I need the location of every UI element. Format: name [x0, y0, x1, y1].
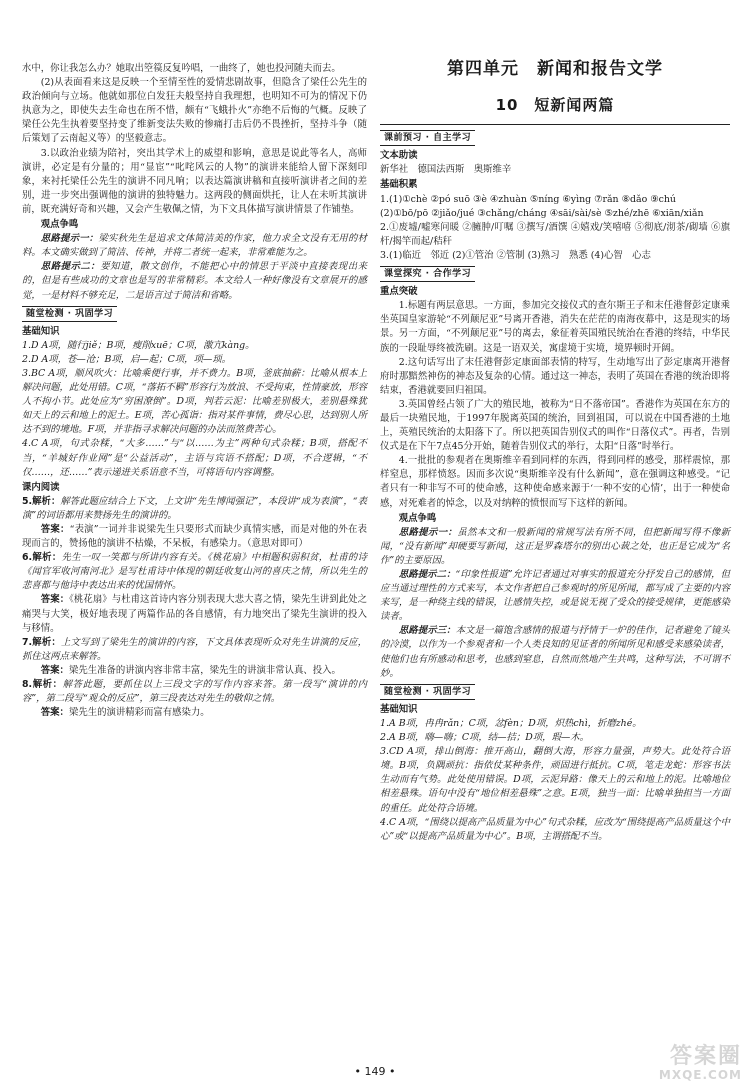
basic-accumulation-heading: 基础积累	[380, 179, 418, 191]
check-item-4: 4.C A项，“围绕以提高产品质量为中心”句式杂糅，应改为“围绕提高产品质量这个中心”或“以提高产品质量为中心”。B项，主谓搭配不当。	[380, 816, 730, 842]
reading-label-8: 答案：	[40, 707, 69, 719]
left-para-2: (2)从表面看来这是反映一个至情至性的爱情悲剧故事，但隐含了梁任公先生的政治倾向与立场。他就如那位白发狂夫般坚持自我理想，也明知不可为的情况下仍执意为之，即使失去生命也在所不惜，颇有“飞蛾扑火”亦绝不后悔的气概。反映了梁任公先生执着要坚持变了维新变法失败的惨痛打击后仍不畏挫折，坚持斗争（随后策划了云南起义等）的坚毅意志。	[22, 77, 367, 145]
hint2-label: 思路提示二：	[40, 261, 101, 273]
key-breakthrough-heading: 重点突破	[380, 286, 418, 298]
key-item-3: 3.英国曾经占领了广大的殖民地，被称为“日不落帝国”。香港作为英国在东方的最后一块殖民地，于1997年脱离英国的统治，回到祖国，可以说在中国香港的土地上，英殖民统治的太阳落下了。所以把英国告别仪式的叫作“日落仪式”。再者，告别仪式是在下午7点45分开始，随着告别仪式的举行，太阳“日落”时举行。	[380, 398, 730, 453]
inclass-reading-heading: 课内阅读	[22, 481, 60, 493]
left-column	[22, 62, 367, 720]
right-hint3-text: 本文是一篇饱含感情的报道与抒情于一炉的佳作，记者避免了镜头的冷漠，以作为一个参观者和一个人类良知的见证者的所闻所见和感受来感染读者，使他们也有所感动和思考，也感到窒息，自然而然地产生共鸣，这种写法，不可谓不妙。	[380, 625, 730, 679]
left-para-1: 水中，你让我怎么办？她取出箜篌反复吟唱，一曲终了，她也投河随夫而去。	[22, 63, 341, 74]
check-item-2: 2.A B项，嗨—嗨；C项，结—拮；D项，瑕—木。	[380, 732, 590, 744]
hint1-text: 梁实秋先生是追求文体简洁美的作家，他力求全文没有无用的材料。本文确实做到了简洁、传神，并将二者统一起来，非常难能为之。	[22, 233, 367, 259]
basic-item-4: 4.C A项，句式杂糅，“大多……”与“以……为主”两种句式杂糅；B项，搭配不当，“羊城好作业网”是“公益活动”，主语与宾语不搭配；D项，不合逻辑，“不仅……，还……”表示递进关系语意不当，可将语句内容调整。	[22, 438, 367, 478]
reading-label-3: 6.解析：	[22, 552, 62, 564]
title-divider	[380, 124, 730, 125]
right-hint1-text: 虽然本文和一般新闻的常规写法有所不同，但把新闻写得不像新闻，“没有新闻”却硬要写新闻，这正是罗森塔尔的别出心裁之处，也正是它成为“名作”的主要原因。	[380, 526, 730, 566]
reading-text-7: 解答此题，要抓住以上三段文字的写作内容来答。第一段写“演讲的内容”，第二段写“观众的反应”，第三段表达对先生的敬仰之情。	[22, 679, 367, 705]
left-para-3: 3.以政治业绩为陪衬，突出其学术上的威望和影响，意思是说此等名人，高师演讲，必定是有分量的；用“显宦”“叱咤风云的人物”的演讲来能给人留下深刻印象，来衬托梁任公先生的演讲不同凡响；以表达篇演讲稿和直接听演讲者之间的差别，进一步突出强调他的演讲的独特魅力。这两段的侧面烘托，让人在未听其演讲前，既充满好奇和兴趣，又会产生敬佩之情，为下文具体描写演讲情景了作铺垫。	[22, 147, 367, 215]
text-help-content: 新华社 德国法西斯 奥斯维辛	[380, 164, 512, 176]
right-column	[380, 59, 730, 844]
right-hint2-label: 思路提示二：	[398, 569, 456, 580]
basic-item-2: 2.D A项，苍—沧；B项，启—起；C项，项—顼。	[22, 353, 232, 365]
reading-label-4: 答案：	[40, 594, 70, 606]
band-check: 随堂检测 · 巩固学习	[380, 684, 475, 700]
band-class: 课堂探究 · 合作学习	[380, 266, 475, 282]
reading-text-5: 上文写到了梁先生的演讲的内容，下文具体表现听众对先生讲演的反应，抓住这两点来解答。	[22, 636, 367, 662]
basic-item-1: 1.D A项，随行jiě；B项，瘦削xuē；C项，激亢kàng。	[22, 339, 255, 351]
right-hint1-label: 思路提示一：	[398, 526, 458, 538]
acc-item-4: 3.(1)临近 邻近 (2)①管治 ②管制 (3)熟习 熟悉 (4)心智 心志	[380, 249, 651, 261]
key-item-4: 4.一批批的参观者在奥斯维辛看到同样的东西，得到同样的感受，那样震惊，那样窒息，那样愤怒。因而多次说“奥斯维辛没有什么新闻”，意在强调这种感受。“记者只有一种非写不可的使命感，这种使命感来源于‘一种不安的心情’，出于一种使命感，对死难者的悼念，以及对纳粹的愤恨而写下这样的新闻。	[380, 455, 730, 509]
band-preview: 课前预习 · 自主学习	[380, 130, 475, 146]
reading-text-2: “表演”一词并非说梁先生只要形式而缺少真情实感，而是对他的外在表现而言的，赞扬他的演讲不枯燥，不呆板，有感染力。（意思对即可）	[22, 524, 367, 550]
key-item-1: 1.标题有两层意思。一方面，参加完交接仪式的查尔斯王子和末任港督彭定康乘坐英国皇家游轮“不列颠尼亚”号离开香港，消失在茫茫的南海夜幕中，这是现实的场景。另一方面，“不列颠尼亚”号的离去，象征着英国殖民统治在香港的终结，中华民族的一段耻辱终被洗刷。这是一语双关，寓虚境于实境，境界顿时开阔。	[380, 300, 730, 354]
right-hint3-label: 思路提示三：	[398, 625, 456, 637]
watermark-top-text: 答案圈	[669, 1044, 742, 1069]
right-hint2-text: “印象性报道”允许记者通过对事实的报道充分抒发自己的感情，但应当通过理性的方式来写，本文作者把自己参观时的所见所闻，都写成了主要的内容来写，是一种绕主线的错误，让感情失控，或是说无视了受众的接受规律，更能感染读者。	[380, 569, 730, 623]
reading-label-7: 8.解析：	[22, 679, 63, 691]
watermark-bottom-text: MXQE.COM	[658, 1068, 742, 1082]
lesson-title: 10 短新闻两篇	[495, 96, 615, 115]
reading-text-1: 解答此题应结合上下文，上文讲“先生博闻强记”，本段讲“成为表演”，“表演”的词语都用来赞扬先生的演讲的。	[22, 495, 367, 521]
reading-label-1: 5.解析：	[22, 495, 61, 507]
acc-item-1: 1.(1)①chè ②pó suō ③è ④zhuàn ⑤níng ⑥yìng ⑦rǎn ⑧dǎo ⑨chú	[380, 193, 676, 205]
hint1-label: 思路提示一：	[40, 233, 99, 245]
right-basic-heading: 基础知识	[380, 703, 418, 715]
reading-text-8: 梁先生的演讲精彩而富有感染力。	[68, 707, 210, 719]
watermark-logo	[612, 1046, 742, 1086]
band-consolidate-left: 随堂检测 · 巩固学习	[22, 306, 117, 322]
acc-item-3: 2.①废墟/嘘寒问暖 ②臃肿/叮嘱 ③撰写/酒馔 ④嬉戏/笑嘻嘻 ⑤彻底/沏茶/砌墙 ⑥旗杆/揭竿而起/秸秆	[380, 221, 730, 247]
hint2-text: 要知道，散文创作，不能把心中的情思于平淡中直接表现出来的，但是有些成功的文章也是写的非常精彩。本文给人一种好像没有文章展开的感觉，一是材料不够充足，二是语言过于简洁和省略。	[22, 261, 367, 301]
reading-text-6: 梁先生准备的讲演内容非常丰富，梁先生的讲演非常认真、投入。	[68, 664, 341, 676]
key-item-2: 2.这句话写出了末任港督彭定康面部表情的特写，生动地写出了彭定康离开港督府时那黯然神伤的神态及复杂的心情。通过这一神态，表明了英国在香港的统治即将结束，香港就要回归祖国。	[380, 356, 730, 396]
reading-label-5: 7.解析：	[22, 636, 61, 648]
reading-text-3: 先生一叹一笑都与所讲内容有关。《桃花扇》中相题积弱积贫，杜甫的诗《闻官军收河南河北》是写杜甫诗中体现的朝廷收复山河的喜庆之情，所以先生的悲喜都与他诗中表达出来的忧国情怀。	[22, 552, 367, 592]
acc-item-2: (2)①bō/pō ②jiǎo/jué ③chǎng/cháng ④sāi/sài/sè ⑤zhé/zhē ⑥xiān/xiǎn	[380, 207, 704, 219]
text-help-heading: 文本助读	[380, 150, 418, 162]
right-view-heading: 观点争鸣	[398, 512, 437, 524]
view-heading: 观点争鸣	[40, 219, 79, 231]
page-number: • 149 •	[354, 1065, 396, 1078]
check-item-1: 1.A B项，冉冉rǎn；C项，忿fèn；D项，炽热chì，折磨zhé。	[380, 717, 642, 729]
basic-knowledge-heading: 基础知识	[22, 325, 60, 337]
check-item-3: 3.CD A项，排山倒海：推开高山，翻倒大海，形容力量强，声势大。此处符合语境。B项，负隅顽抗：指依仗某种条件，顽固进行抵抗。C项，笔走龙蛇：形容书法生动而有气势。此处使用错误。D项，云泥异路：像天上的云和地上的泥。比喻地位相差悬殊。语句中没有“地位相差悬殊”之意。E项，独当一面：比喻单独担当一方面的重任。此处符合语境。	[380, 746, 730, 814]
reading-label-6: 答案：	[40, 664, 69, 676]
reading-text-4: 《桃花扇》与杜甫这首诗内容分别表现大悲大喜之情，梁先生讲到此处之痛哭与大笑，极好地表现了两篇作品的各自感情，有力地突出了梁先生演讲的投入与移情。	[22, 594, 367, 634]
basic-item-3: 3.BC A项，顺风吹火：比喻乘便行事，并不费力。B项，釜底抽薪：比喻从根本上解决问题，此处用错。C项，“落拓不羁”形容行为放浪、不受拘束，性情豪放，形容人不拘小节。此处应为“穷困潦倒”。D项，判若云泥：比喻差别极大，差别悬殊犹如天上的云和地上的泥土。E项，苦心孤诣：指对某件事情，费尽心思，达到别人所达不到的境地。F项，并非指寻求解决问题的办法而煞费苦心。	[22, 367, 367, 436]
reading-label-2: 答案：	[40, 524, 70, 535]
unit-title: 第四单元 新闻和报告文学	[447, 59, 663, 79]
